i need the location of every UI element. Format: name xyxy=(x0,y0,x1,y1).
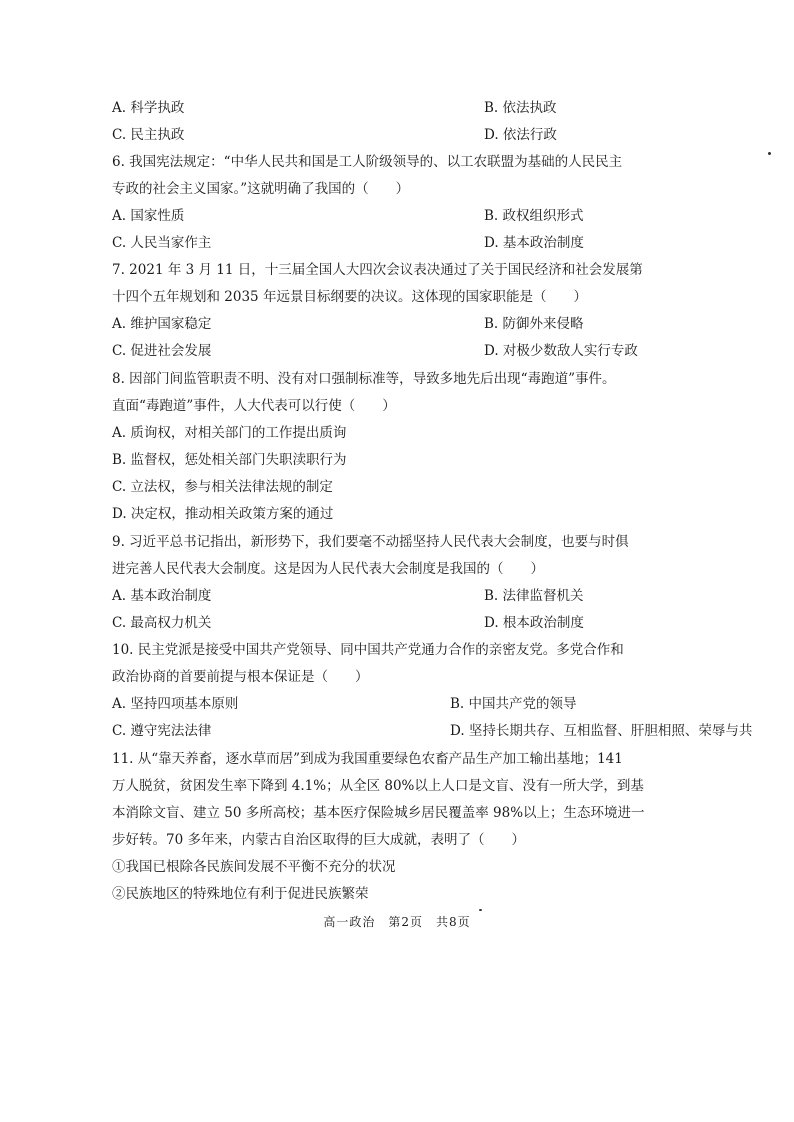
page-footer: 高一政治 第2页 共8页 xyxy=(323,915,471,929)
q11-stem-line3: 本消除文盲、建立 50 多所高校；基本医疗保险城乡居民覆盖率 98%以上；生态环境进一 xyxy=(112,805,645,821)
q8-option-d: D. 决定权，推动相关政策方案的通过 xyxy=(112,506,334,522)
q10-option-d: D. 坚持长期共存、互相监督、肝胆相照、荣辱与共 xyxy=(450,723,753,739)
q7-stem-line1: 7. 2021 年 3 月 11 日，十三届全国人大四次会议表决通过了关于国民经济和社会发展第 xyxy=(112,262,643,278)
q9-option-a: A. 基本政治制度 xyxy=(112,588,212,604)
q9-stem-line1: 9. 习近平总书记指出，新形势下，我们要毫不动摇坚持人民代表大会制度，也要与时俱 xyxy=(112,534,629,550)
q9-options-row2 xyxy=(112,613,584,633)
q8-option-c: C. 立法权，参与相关法律法规的制定 xyxy=(112,479,333,495)
q7-options-row1 xyxy=(112,314,584,334)
q11-item-2: ②民族地区的特殊地位有利于促进民族繁荣 xyxy=(112,886,369,902)
q5-options-row2 xyxy=(112,125,557,145)
q6-stem-line2: 专政的社会主义国家。”这就明确了我国的（ ） xyxy=(112,181,410,197)
q11-stem-line4: 步好转。70 多年来，内蒙古自治区取得的巨大成就，表明了（ ） xyxy=(112,832,525,848)
q6-stem-line1: 6. 我国宪法规定：“中华人民共和国是工人阶级领导的、以工农联盟为基础的人民民主 xyxy=(112,154,623,170)
q6-option-b: B. 政权组织形式 xyxy=(484,208,584,224)
q8-option-a: A. 质询权，对相关部门的工作提出质询 xyxy=(112,425,347,441)
q10-stem-line1: 10. 民主党派是接受中国共产党领导、同中国共产党通力合作的亲密友党。多党合作和 xyxy=(112,642,624,658)
q6-options-row1 xyxy=(112,206,584,226)
q5-options-row1 xyxy=(112,98,557,118)
q8-option-b: B. 监督权，惩处相关部门失职渎职行为 xyxy=(112,452,347,468)
q9-option-c: C. 最高权力机关 xyxy=(112,615,212,631)
q5-option-b: B. 依法执政 xyxy=(484,100,557,116)
q7-option-b: B. 防御外来侵略 xyxy=(484,316,584,332)
q10-options-row2 xyxy=(112,721,753,741)
q11-stem-line1: 11. 从“靠天养畜，逐水草而居”到成为我国重要绿色农畜产品生产加工输出基地；141 xyxy=(112,751,623,767)
q6-options-row2 xyxy=(112,233,584,253)
q8-stem-line1: 8. 因部门间监管职责不明、没有对口强制标准等，导致多地先后出现“毒跑道”事件。 xyxy=(112,371,616,387)
q6-option-a: A. 国家性质 xyxy=(112,208,185,224)
q11-stem-line2: 万人脱贫，贫困发生率下降到 4.1%；从全区 80%以上人口是文盲、没有一所大学，到基 xyxy=(112,778,644,794)
q9-option-d: D. 根本政治制度 xyxy=(484,615,584,631)
q5-option-d: D. 依法行政 xyxy=(484,127,557,143)
q10-option-b: B. 中国共产党的领导 xyxy=(450,696,577,712)
q9-option-b: B. 法律监督机关 xyxy=(484,588,584,604)
q7-options-row2 xyxy=(112,341,638,361)
q9-options-row1 xyxy=(112,586,584,606)
scan-speck xyxy=(479,909,482,911)
q8-stem-line2: 直面“毒跑道”事件，人大代表可以行使（ ） xyxy=(112,398,396,414)
q7-stem-line2: 十四个五年规划和 2035 年远景目标纲要的决议。这体现的国家职能是（ ） xyxy=(112,289,587,305)
q9-stem-line2: 进完善人民代表大会制度。这是因为人民代表大会制度是我国的（ ） xyxy=(112,561,544,577)
q7-option-d: D. 对极少数敌人实行专政 xyxy=(484,343,638,359)
q10-stem-line2: 政治协商的首要前提与根本保证是（ ） xyxy=(112,669,369,685)
q10-options-row1 xyxy=(112,694,577,714)
q6-option-d: D. 基本政治制度 xyxy=(484,235,584,251)
scan-speck xyxy=(768,152,771,155)
q7-option-a: A. 维护国家稳定 xyxy=(112,316,212,332)
q10-option-a: A. 坚持四项基本原则 xyxy=(112,696,239,712)
q5-option-c: C. 民主执政 xyxy=(112,127,185,143)
q6-option-c: C. 人民当家作主 xyxy=(112,235,212,251)
q10-option-c: C. 遵守宪法法律 xyxy=(112,723,212,739)
q11-item-1: ①我国已根除各民族间发展不平衡不充分的状况 xyxy=(112,859,396,875)
q5-option-a: A. 科学执政 xyxy=(112,100,185,116)
q7-option-c: C. 促进社会发展 xyxy=(112,343,212,359)
